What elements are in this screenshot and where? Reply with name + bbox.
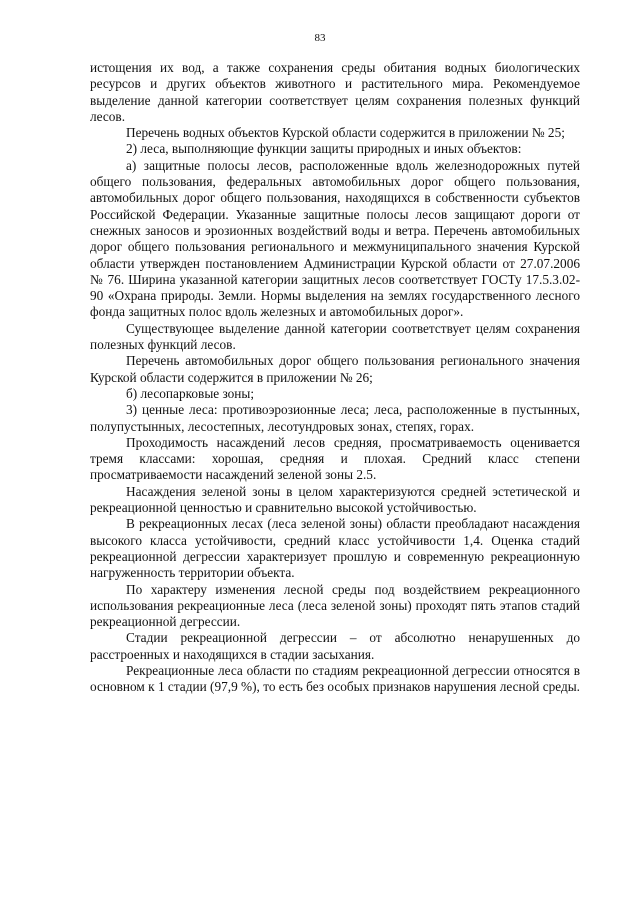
paragraph: 3) ценные леса: противоэрозионные леса; леса, расположенные в пустынных, полупустынных, лесостепных, лесотундровых зонах, степях, горах. [90,402,580,434]
paragraph: б) лесопарковые зоны; [126,385,255,401]
paragraph: Проходимость насаждений лесов средняя, просматриваемость оценивается тремя классами: хорошая, средняя и плохая. Средний класс степени просматриваемости насаждений зеленой зоны 2.5. [90,434,580,483]
paragraph: Существующее выделение данной категории соответствует целям сохранения полезных функций лесов. [90,320,580,353]
paragraph: В рекреационных лесах (леса зеленой зоны) области преобладают насаждения высокого класса устойчивости, средний класс устойчивости 1,4. Оценка стадий рекреационной дегрессии характеризует прошлую и современную рекреационную нагруженность территории объекта. [90,516,580,581]
page-number: 83 [314,32,326,44]
paragraph: По характеру изменения лесной среды под воздействием рекреационного использования рекреационные леса (леса зеленой зоны) проходят пять этапов стадий рекреационной дегрессии. [90,581,580,630]
paragraph: а) защитные полосы лесов, расположенные вдоль железнодорожных путей общего пользования, федеральных автомобильных дорог общего пользования, автомобильных дорог общего пользования, находящихся в собственности субъектов Российской Федерации. Указанные защитные полосы лесов защищают дороги от снежных заносов и эрозионных воздействий воды и ветра. Перечень автомобильных дорог общего пользования регионального и межмуниципального значения Курской области утвержден постановлением Администрации Курской области от 27.07.2006 № 76. Ширина указанной категории защитных лесов соответствует ГОСТу 17.5.3.02-90 «Охрана природы. Земли. Нормы выделения на землях государственного лесного фонда защитных полос вдоль железных и автомобильных дорог». [90,157,580,320]
paragraph: Насаждения зеленой зоны в целом характеризуются средней эстетической и рекреационной ценностью и сравнительно высокой устойчивостью. [90,483,580,516]
paragraph: Рекреационные леса области по стадиям рекреационной дегрессии относятся в основном к 1 стадии (97,9 %), то есть без особых признаков нарушения лесной среды. [90,662,580,695]
paragraph: истощения их вод, а также сохранения среды обитания водных биологических ресурсов и других объектов животного и растительного мира. Рекомендуемое выделение данной категории соответствует целям сохранения полезных функций лесов. [90,60,580,124]
body-text [90,60,580,696]
paragraph: Стадии рекреационной дегрессии – от абсолютно ненарушенных до расстроенных и находящихся в стадии засыхания. [90,630,580,662]
paragraph: Перечень автомобильных дорог общего пользования регионального значения Курской области содержится в приложении № 26; [90,353,580,385]
paragraph: 2) леса, выполняющие функции защиты природных и иных объектов: [126,141,522,157]
paragraph: Перечень водных объектов Курской области содержится в приложении № 25; [126,125,565,141]
